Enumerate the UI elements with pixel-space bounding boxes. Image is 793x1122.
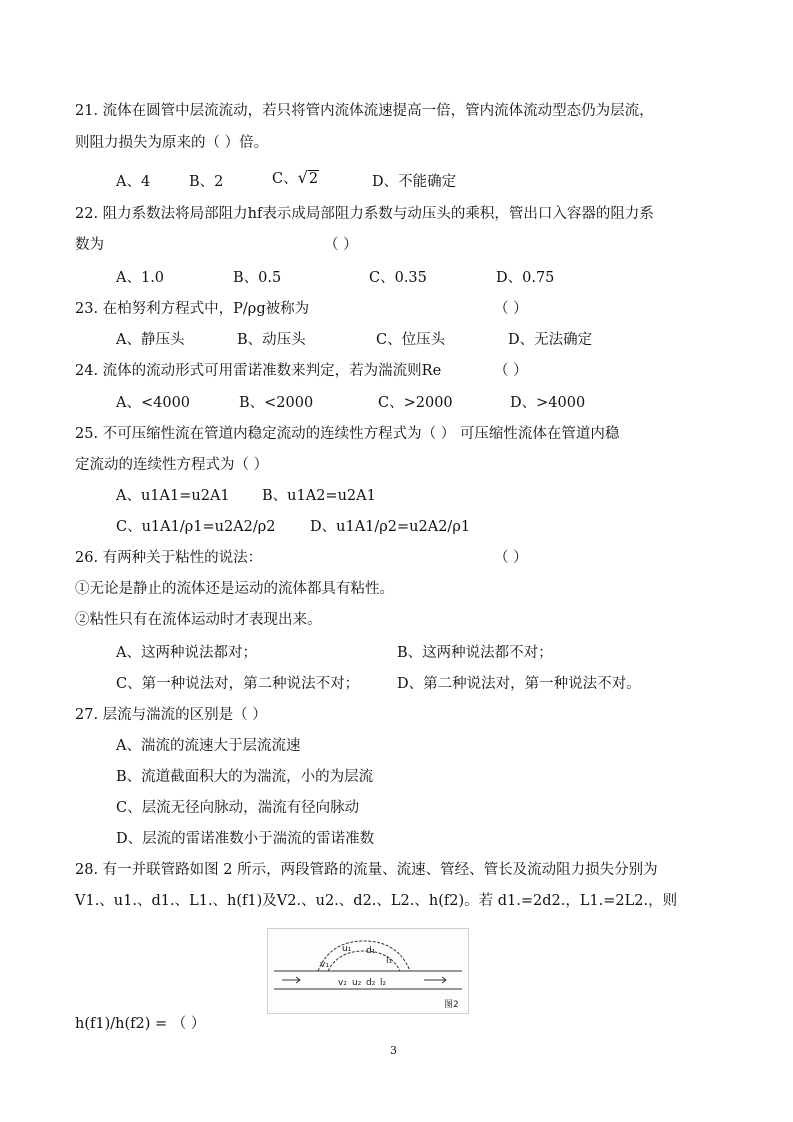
q27-option-c: C、层流无径向脉动，湍流有径向脉动: [116, 800, 360, 816]
q21-option-c: [272, 168, 319, 189]
q21-option-c-prefix: C、: [272, 171, 298, 187]
q26-option-d: D、第二种说法对，第一种说法不对。: [397, 676, 641, 692]
q22-answer-paren: （ ）: [324, 237, 358, 253]
q23-option-d: D、无法确定: [508, 332, 593, 348]
q22-stem-line1: 22. 阻力系数法将局部阻力hf表示成局部阻力系数与动压头的乘积，管出口入容器的阻力系: [75, 206, 654, 222]
q24-option-b: B、<2000: [239, 395, 314, 411]
q26-option-b: B、这两种说法都不对；: [397, 645, 553, 661]
label-l1: l₁: [386, 956, 393, 966]
label-u1: u₁: [342, 944, 352, 954]
q22-option-a: A、1.0: [116, 270, 165, 286]
q27-option-a: A、湍流的流速大于层流流速: [116, 738, 301, 754]
figure-caption: 图2: [444, 1000, 459, 1010]
q27-option-d: D、层流的雷诺准数小于湍流的雷诺准数: [116, 831, 375, 847]
q24-option-c: C、>2000: [378, 395, 453, 411]
upper-branch-outer: [318, 941, 410, 971]
q26-statement-2: ②粘性只有在流体运动时才表现出来。: [75, 612, 322, 628]
radicand: 2: [308, 171, 319, 187]
page-number: 3: [390, 1044, 397, 1057]
parallel-pipe-diagram: [268, 929, 468, 1013]
q23-option-b: B、动压头: [237, 332, 306, 348]
q26-statement-1: ①无论是静止的流体还是运动的流体都具有粘性。: [75, 581, 394, 597]
q21-option-a: A、4: [116, 174, 151, 190]
q28-stem-line3: h(f1)/h(f2) = （ ）: [75, 1016, 206, 1032]
q27-stem: 27. 层流与湍流的区别是（ ）: [75, 707, 267, 723]
q22-option-d: D、0.75: [496, 270, 555, 286]
q24-option-d: D、>4000: [510, 395, 586, 411]
q22-option-c: C、0.35: [369, 270, 427, 286]
q25-stem-line2: 定流动的连续性方程式为（ ）: [75, 457, 269, 473]
q27-option-b: B、流道截面积大的为湍流，小的为层流: [116, 769, 374, 785]
label-l2: l₂: [380, 978, 387, 988]
q22-option-b: B、0.5: [233, 270, 282, 286]
q25-stem-line1: 25. 不可压缩性流在管道内稳定流动的连续性方程式为（ ） 可压缩性流体在管道内稳: [75, 426, 620, 442]
q23-option-c: C、位压头: [376, 332, 446, 348]
sqrt-symbol: [298, 168, 319, 189]
q25-option-d: D、u1A1/ρ2=u2A2/ρ1: [310, 519, 471, 535]
label-v2: v₂: [338, 978, 347, 988]
q21-stem-line2: 则阻力损失为原来的（ ）倍。: [75, 135, 269, 151]
q28-stem-line2: V1.、u1.、d1.、L1.、h(f1)及V2.、u2.、d2.、L2.、h(f2)。若 d1.=2d2.，L1.=2L2.，则: [75, 893, 678, 909]
q22-stem-line2: 数为: [75, 237, 104, 253]
q24-answer-paren: （ ）: [494, 363, 528, 379]
radical-sign: √: [297, 168, 308, 187]
q26-option-c: C、第一种说法对，第二种说法不对；: [116, 676, 360, 692]
q25-option-a: A、u1A1=u2A1: [116, 488, 230, 504]
q26-option-a: A、这两种说法都对；: [116, 645, 257, 661]
q21-stem-line1: 21. 流体在圆管中层流流动，若只将管内流体流速提高一倍，管内流体流动型态仍为层流，: [75, 103, 654, 119]
label-v1: v₁: [320, 960, 329, 970]
q23-answer-paren: （ ）: [494, 301, 528, 317]
label-u2: u₂: [352, 978, 362, 988]
parallel-pipe-figure: [267, 928, 469, 1014]
label-d2: d₂: [366, 978, 376, 988]
q26-stem: 26. 有两种关于粘性的说法：: [75, 550, 263, 566]
q24-stem: 24. 流体的流动形式可用雷诺准数来判定，若为湍流则Re: [75, 363, 442, 379]
q23-stem: 23. 在柏努利方程式中，P/ρg被称为: [75, 301, 310, 317]
q25-option-c: C、u1A1/ρ1=u2A2/ρ2: [116, 519, 276, 535]
q25-option-b: B、u1A2=u2A1: [262, 488, 376, 504]
q28-stem-line1: 28. 有一并联管路如图 2 所示，两段管路的流量、流速、管经、管长及流动阻力损失分别为: [75, 862, 658, 878]
q24-option-a: A、<4000: [116, 395, 191, 411]
q21-option-b: B、2: [189, 174, 224, 190]
q23-option-a: A、静压头: [116, 332, 185, 348]
label-d1: d₁: [366, 946, 376, 956]
q21-option-d: D、不能确定: [372, 174, 457, 190]
q26-answer-paren: （ ）: [494, 550, 528, 566]
